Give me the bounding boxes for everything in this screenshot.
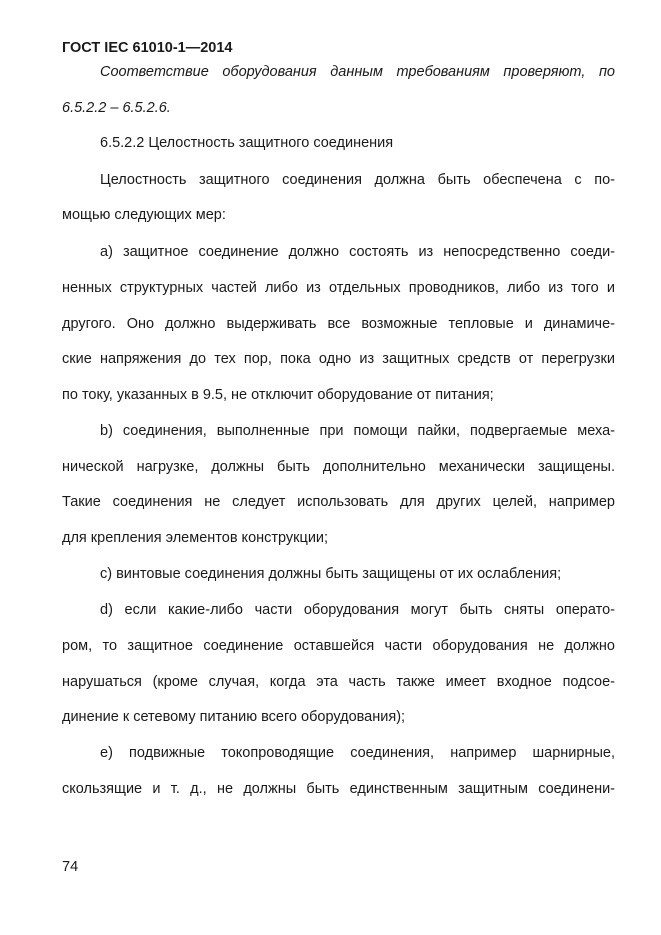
text-line: Такие соединения не следует использовать для других целей, например	[62, 494, 615, 510]
text-line: другого. Оно должно выдерживать все возможные тепловые и динамиче-	[62, 316, 615, 332]
text-line: ром, то защитное соединение оставшейся части оборудования не должно	[62, 638, 615, 654]
text-line: для крепления элементов конструкции;	[62, 530, 329, 546]
text-line: мощью следующих мер:	[62, 207, 226, 223]
text-line: 6.5.2.2 – 6.5.2.6.	[62, 100, 171, 116]
text-line: скользящие и т. д., не должны быть единственным защитным соединени-	[62, 781, 615, 797]
page-number: 74	[62, 859, 79, 875]
list-item-b: b) соединения, выполненные при помощи пайки, подвергаемые меха-	[100, 423, 615, 439]
text-line: нической нагрузке, должны быть дополнительно механически защищены.	[62, 459, 615, 475]
text-line: ские напряжения до тех пор, пока одно из защитных средств от перегрузки	[62, 351, 615, 367]
text-line: нарушаться (кроме случая, когда эта часть также имеет входное подсое-	[62, 674, 615, 690]
text-line: ненных структурных частей либо из отдельных проводников, либо из того и	[62, 280, 615, 296]
list-item-c: c) винтовые соединения должны быть защищены от их ослабления;	[100, 566, 562, 582]
text-line: по току, указанных в 9.5, не отключит оборудование от питания;	[62, 387, 494, 403]
list-item-d: d) если какие-либо части оборудования могут быть сняты операто-	[100, 602, 615, 618]
document-header: ГОСТ IEC 61010-1—2014	[62, 40, 233, 56]
list-item-a: a) защитное соединение должно состоять из непосредственно соеди-	[100, 244, 615, 260]
text-line: Целостность защитного соединения должна быть обеспечена с по-	[100, 172, 615, 188]
text-line: Соответствие оборудования данным требованиям проверяют, по	[100, 64, 615, 80]
text-line: динение к сетевому питанию всего оборудования);	[62, 709, 406, 725]
list-item-e: e) подвижные токопроводящие соединения, например шарнирные,	[100, 745, 615, 761]
section-heading: 6.5.2.2 Целостность защитного соединения	[100, 135, 394, 151]
